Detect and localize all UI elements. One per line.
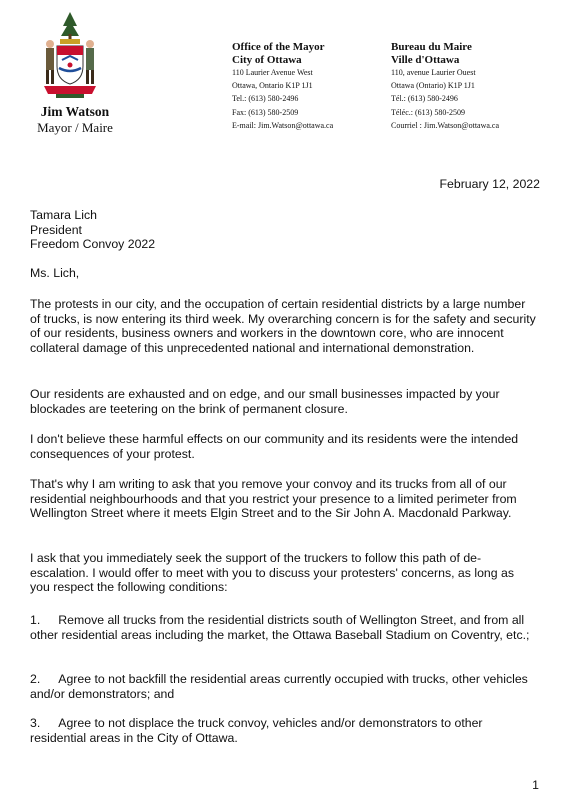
- recipient-title: President: [30, 222, 82, 237]
- condition-text: Agree to not backfill the residential areas currently occupied with trucks, other vehicles and/or demonstrators; and: [30, 672, 528, 701]
- address-line-2: Ottawa (Ontario) K1P 1J1: [391, 81, 475, 91]
- condition-item: [30, 672, 536, 701]
- fax: Fax: (613) 580-2509: [232, 107, 299, 117]
- page-number: 1: [532, 778, 539, 792]
- letter-date: February 12, 2022: [439, 177, 540, 191]
- condition-item: [30, 716, 536, 745]
- condition-text: Agree to not displace the truck convoy, vehicles and/or demonstrators to other residential areas in the City of Ottawa.: [30, 716, 483, 745]
- office-city: City of Ottawa: [232, 53, 302, 66]
- office-city: Ville d'Ottawa: [391, 53, 460, 66]
- telephone: Tél.: (613) 580-2496: [391, 94, 458, 104]
- address-line-1: 110, avenue Laurier Ouest: [391, 68, 476, 77]
- telephone: Tel.: (613) 580-2496: [232, 94, 299, 104]
- condition-number: 1.: [30, 613, 41, 627]
- recipient-name: Tamara Lich: [30, 208, 97, 222]
- office-title: Bureau du Maire: [391, 41, 472, 53]
- condition-number: 2.: [30, 672, 41, 686]
- body-paragraph: Our residents are exhausted and on edge, and our small businesses impacted by your blockades are teetering on the brink of permanent closure.: [30, 387, 500, 416]
- body-paragraph: The protests in our city, and the occupation of certain residential districts by a large number of trucks, is now entering its third week. My overarching concern is for the safety and security of our residents, business owners and workers in the downtown core, who are innocent collateral damage of this unprecedented national and international demonstration.: [30, 297, 536, 355]
- condition-item: [30, 613, 536, 642]
- mayor-name: Jim Watson: [40, 104, 110, 119]
- email: E-mail: Jim.Watson@ottawa.ca: [232, 120, 334, 130]
- address-line-1: 110 Laurier Avenue West: [232, 68, 313, 77]
- office-title: Office of the Mayor: [232, 41, 325, 53]
- condition-number: 3.: [30, 716, 41, 730]
- office-address-french: [391, 41, 499, 132]
- body-paragraph: That's why I am writing to ask that you remove your convoy and its trucks from all of our residential neighbourhoods and that you restrict your presence to a limited perimeter from Wellington Street where it meets Elgin Street and to the Sir John A. Macdonald Parkway.: [30, 477, 517, 521]
- body-paragraph: I don't believe these harmful effects on our community and its residents were the intended consequences of your protest.: [30, 432, 519, 461]
- recipient-organization: Freedom Convoy 2022: [30, 237, 156, 252]
- office-address-english: [232, 41, 333, 132]
- salutation: Ms. Lich,: [30, 266, 80, 280]
- address-line-2: Ottawa, Ontario K1P 1J1: [232, 81, 313, 91]
- recipient-block: [30, 208, 536, 252]
- mayor-role: Mayor / Maire: [37, 120, 113, 135]
- fax: Téléc.: (613) 580-2509: [391, 107, 465, 117]
- body-paragraph: I ask that you immediately seek the support of the truckers to follow this path of de-escalation. I would offer to meet with you to discuss your protesters' concerns, as long as you respect the following conditions:: [30, 551, 514, 595]
- email: Courriel : Jim.Watson@ottawa.ca: [391, 120, 500, 130]
- condition-text: Remove all trucks from the residential districts south of Wellington Street, and from all other residential areas including the market, the Ottawa Baseball Stadium on Coventry, etc.;: [30, 613, 530, 642]
- city-of-ottawa-crest-icon: [38, 10, 102, 102]
